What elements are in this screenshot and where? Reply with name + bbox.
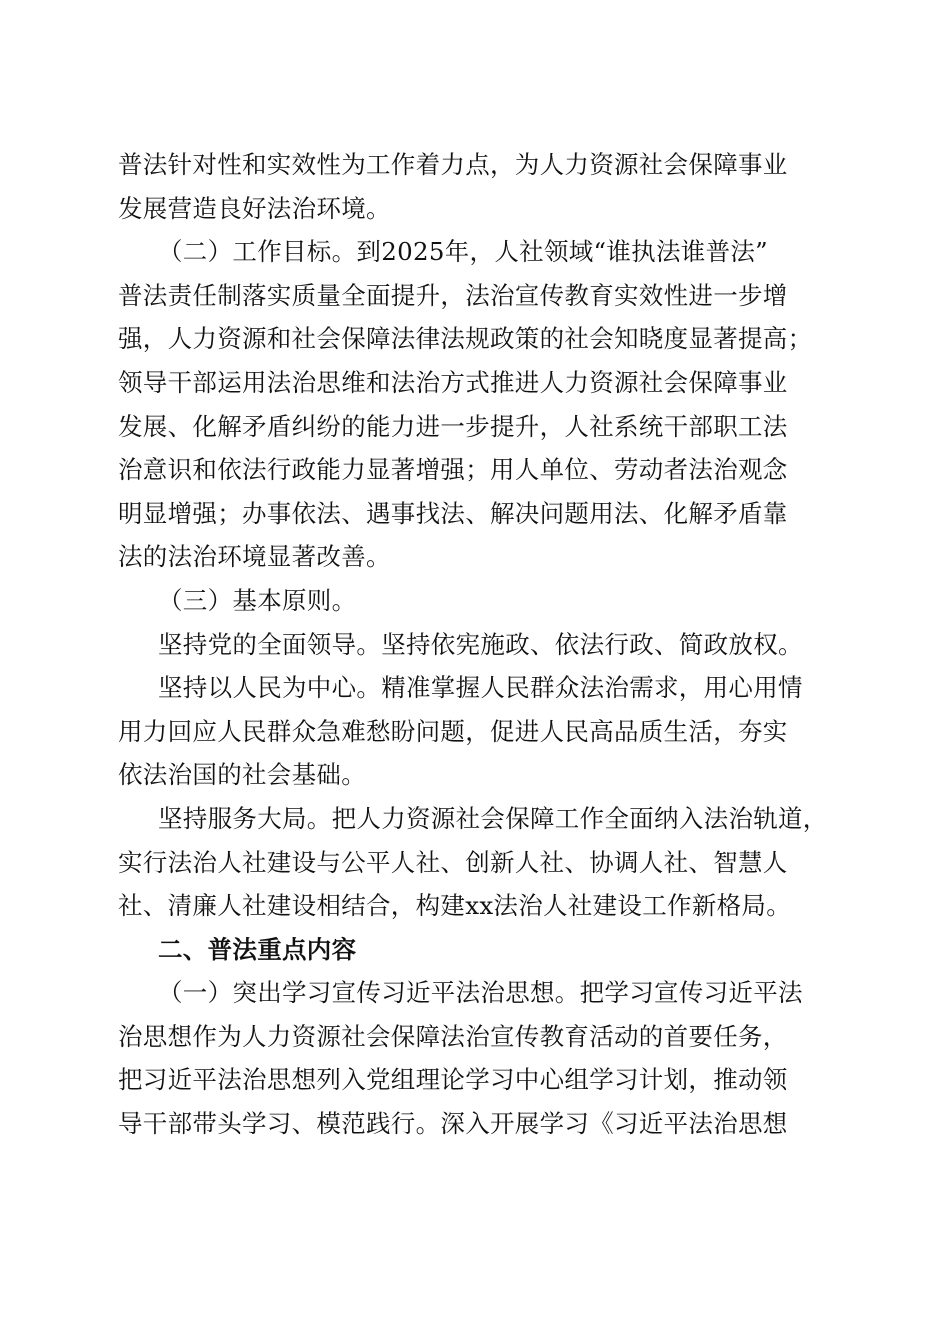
text-line: （一）突出学习宣传习近平法治思想。把学习宣传习近平法 [158,978,803,1008]
text-line: 发展、化解矛盾纠纷的能力进一步提升，人社系统干部职工法 [118,411,788,441]
text-line: 普法责任制落实质量全面提升，法治宣传教育实效性进一步增 [118,280,788,310]
text-line: 社、清廉人社建设相结合，构建xx法治人社建设工作新格局。 [118,891,792,921]
text-line: 坚持党的全面领导。坚持依宪施政、依法行政、简政放权。 [158,629,803,659]
document-body [118,143,830,1146]
text-line: （二）工作目标。到2025年，人社领域“谁执法谁普法” [158,237,768,267]
text-line: 坚持服务大局。把人力资源社会保障工作全面纳入法治轨道， [158,803,828,833]
text-line: 法的法治环境显著改善。 [118,542,391,572]
text-line: （三）基本原则。 [158,585,357,615]
text-line: 导干部带头学习、模范践行。深入开展学习《习近平法治思想 [118,1109,788,1139]
text-line: 普法针对性和实效性为工作着力点，为人力资源社会保障事业 [118,150,788,179]
text-line: 实行法治人社建设与公平人社、创新人社、协调人社、智慧人 [118,847,788,877]
text-line: 治意识和依法行政能力显著增强；用人单位、劳动者法治观念 [118,455,788,485]
text-line: 治思想作为人力资源社会保障法治宣传教育活动的首要任务， [118,1021,788,1051]
text-line: 把习近平法治思想列入党组理论学习中心组学习计划，推动领 [118,1065,788,1095]
text-line: 发展营造良好法治环境。 [118,193,391,223]
text-line: 领导干部运用法治思维和法治方式推进人力资源社会保障事业 [118,367,788,397]
text-line: 依法治国的社会基础。 [118,760,366,790]
section-heading: 二、普法重点内容 [158,934,357,964]
text-line: 用力回应人民群众急难愁盼问题，促进人民高品质生活，夯实 [118,716,788,746]
text-line: 强，人力资源和社会保障法律法规政策的社会知晓度显著提高； [118,324,813,354]
text-line: 明显增强；办事依法、遇事找法、解决问题用法、化解矛盾靠 [118,498,788,528]
text-line: 坚持以人民为中心。精准掌握人民群众法治需求，用心用情 [158,673,803,703]
